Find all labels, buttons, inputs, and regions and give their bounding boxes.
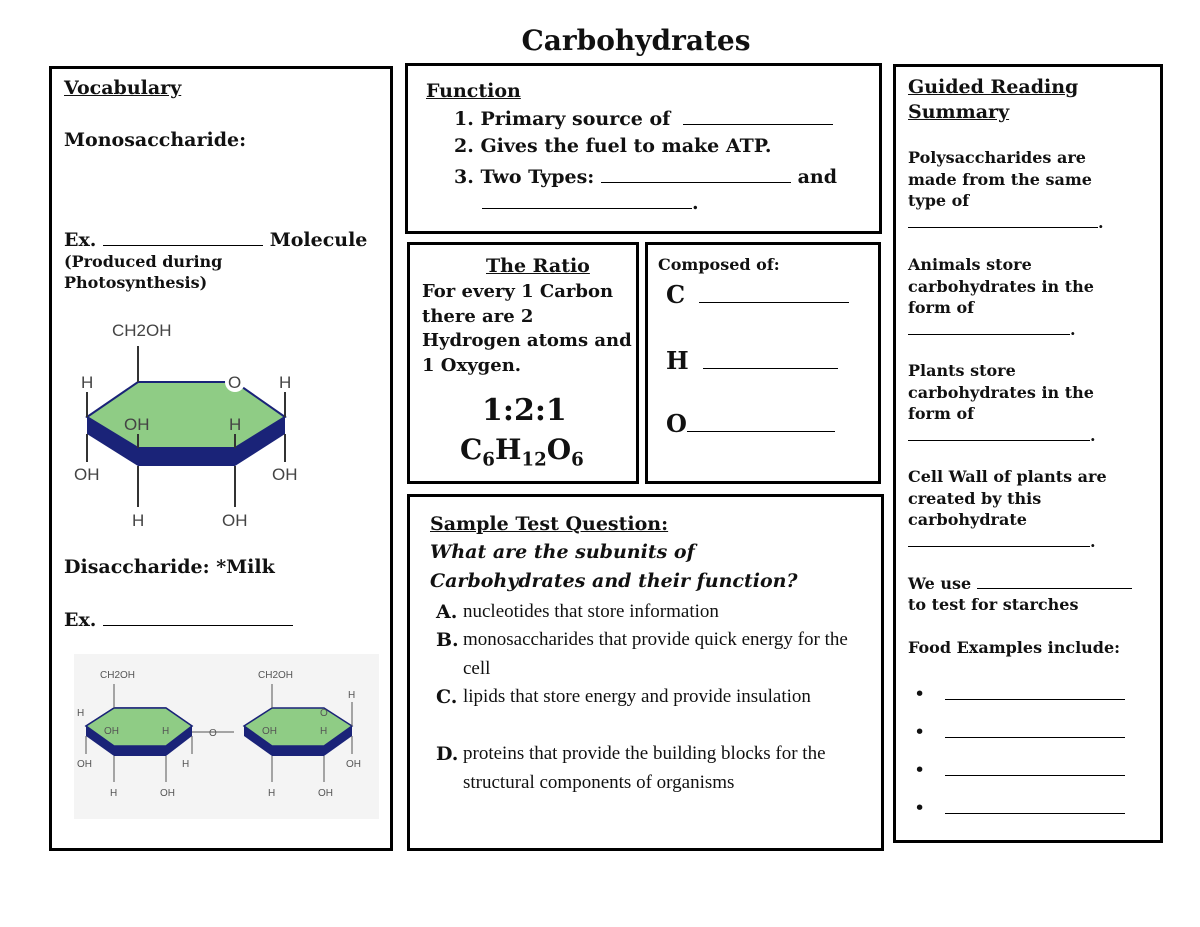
example-molecule-line (64, 227, 367, 251)
function-heading: Function (426, 80, 521, 102)
summary-polysaccharides: Polysaccharides are made from the same type of . (908, 148, 1104, 232)
composed-hydrogen-line: H (666, 345, 838, 375)
ratio-text: For every 1 Carbon there are 2 Hydrogen atoms and 1 Oxygen. (422, 281, 632, 376)
glucose-ring-diagram (72, 314, 332, 529)
cell-wall-blank[interactable] (908, 531, 1090, 547)
question-heading: Sample Test Question: (430, 513, 669, 535)
svg-text:H: H (348, 690, 356, 701)
glucose-formula: $C_6H_{12}O_6$ (460, 433, 584, 471)
summary-heading: Guided Reading Summary (908, 76, 1079, 123)
disaccharide-diagram (74, 654, 379, 819)
composed-carbon-line: C (666, 279, 849, 309)
hydrogen-blank[interactable] (703, 345, 838, 369)
summary-food-examples: Food Examples include: (908, 638, 1121, 657)
svg-text:OH: OH (346, 759, 361, 770)
guided-reading-panel (893, 64, 1163, 843)
svg-text:H: H (77, 708, 85, 719)
answer-option-b[interactable]: B. monosaccharides that provide quick energy for the cell (436, 629, 848, 679)
svg-text:OH: OH (124, 415, 150, 434)
composed-oxygen-line: O (666, 408, 835, 438)
svg-text:OH: OH (104, 726, 119, 737)
plant-storage-blank[interactable] (908, 425, 1090, 441)
food-example-blank[interactable] (945, 795, 1125, 814)
food-example-blank[interactable] (945, 757, 1125, 776)
summary-plants: Plants store carbohydrates in the form of . (908, 361, 1096, 445)
food-example-1 (914, 681, 1125, 705)
svg-text:H: H (279, 373, 292, 392)
molecule-suffix: Molecule (269, 229, 368, 252)
page-title: Carbohydrates (521, 24, 751, 57)
function-item-2: 2. Gives the fuel to make ATP. (454, 135, 772, 157)
svg-text:OH: OH (77, 759, 92, 770)
food-example-4 (914, 795, 1125, 819)
food-example-3 (914, 757, 1125, 781)
monosaccharide-label: Monosaccharide: (64, 129, 247, 151)
question-prompt-line-1: What are the subunits of (430, 541, 695, 563)
function-panel (405, 63, 882, 234)
example-prefix: Ex. (64, 229, 97, 252)
svg-text:H: H (132, 511, 145, 529)
starch-test-blank[interactable] (977, 573, 1132, 589)
bullet-icon: • (914, 797, 926, 820)
function-item-3-cont: . (482, 190, 699, 214)
svg-text:OH: OH (272, 465, 298, 484)
food-example-blank[interactable] (945, 681, 1125, 700)
svg-text:O: O (209, 728, 217, 739)
disaccharide-example-line (64, 607, 293, 631)
sample-question-panel (407, 494, 884, 851)
ratio-heading: The Ratio (486, 255, 590, 277)
composed-panel (645, 242, 881, 484)
bullet-icon: • (914, 759, 926, 782)
food-example-2 (914, 719, 1125, 743)
svg-text:H: H (229, 415, 242, 434)
example-blank[interactable] (103, 227, 263, 246)
vocabulary-heading: Vocabulary (64, 77, 182, 99)
summary-we-use: We use (908, 573, 1132, 593)
svg-text:OH: OH (74, 465, 100, 484)
primary-source-blank[interactable] (683, 106, 833, 125)
svg-text:H: H (162, 726, 170, 737)
svg-text:OH: OH (160, 788, 175, 799)
summary-animals: Animals store carbohydrates in the form of . (908, 255, 1094, 339)
composed-heading: Composed of: (658, 255, 780, 274)
bullet-icon: • (914, 721, 926, 744)
svg-text:H: H (268, 788, 276, 799)
food-example-blank[interactable] (945, 719, 1125, 738)
svg-text:H: H (320, 726, 328, 737)
disaccharide-label: Disaccharide: *Milk (64, 556, 275, 578)
svg-text:H: H (182, 759, 190, 770)
svg-text:OH: OH (262, 726, 277, 737)
function-item-1: 1. Primary source of (454, 106, 833, 130)
svg-text:H: H (81, 373, 94, 392)
carbon-blank[interactable] (699, 279, 849, 303)
svg-text:OH: OH (318, 788, 333, 799)
answer-option-d[interactable]: D. proteins that provide the building blocks for the structural components of organisms (436, 743, 826, 793)
svg-text:CH2OH: CH2OH (258, 670, 294, 681)
answer-option-a[interactable]: A. nucleotides that store information (436, 601, 719, 623)
oxygen-blank[interactable] (687, 408, 835, 432)
svg-text:CH2OH: CH2OH (100, 670, 136, 681)
summary-cell-wall: Cell Wall of plants are created by this carbohydrate . (908, 467, 1107, 551)
answer-option-c[interactable]: C. lipids that store energy and provide insulation (436, 686, 811, 708)
ch2oh-label: CH2OH (112, 321, 172, 340)
produced-note: (Produced during Photosynthesis) (64, 252, 223, 292)
question-prompt-line-2: Carbohydrates and their function? (430, 570, 798, 592)
type-two-blank[interactable] (482, 190, 692, 209)
function-item-3: 3. Two Types: and (454, 164, 837, 188)
disaccharide-example-blank[interactable] (103, 607, 293, 626)
ratio-value: 1:2:1 (482, 393, 567, 428)
ratio-panel (407, 242, 639, 484)
bullet-icon: • (914, 683, 926, 706)
summary-test-starches: to test for starches (908, 595, 1079, 614)
example-prefix: Ex. (64, 609, 97, 632)
polysaccharide-blank[interactable] (908, 212, 1098, 228)
svg-text:H: H (110, 788, 118, 799)
type-one-blank[interactable] (601, 164, 791, 183)
vocabulary-panel (49, 66, 393, 851)
animal-storage-blank[interactable] (908, 319, 1070, 335)
svg-text:O: O (320, 708, 328, 719)
ring-oxygen-label: O (228, 373, 242, 392)
svg-text:OH: OH (222, 511, 248, 529)
